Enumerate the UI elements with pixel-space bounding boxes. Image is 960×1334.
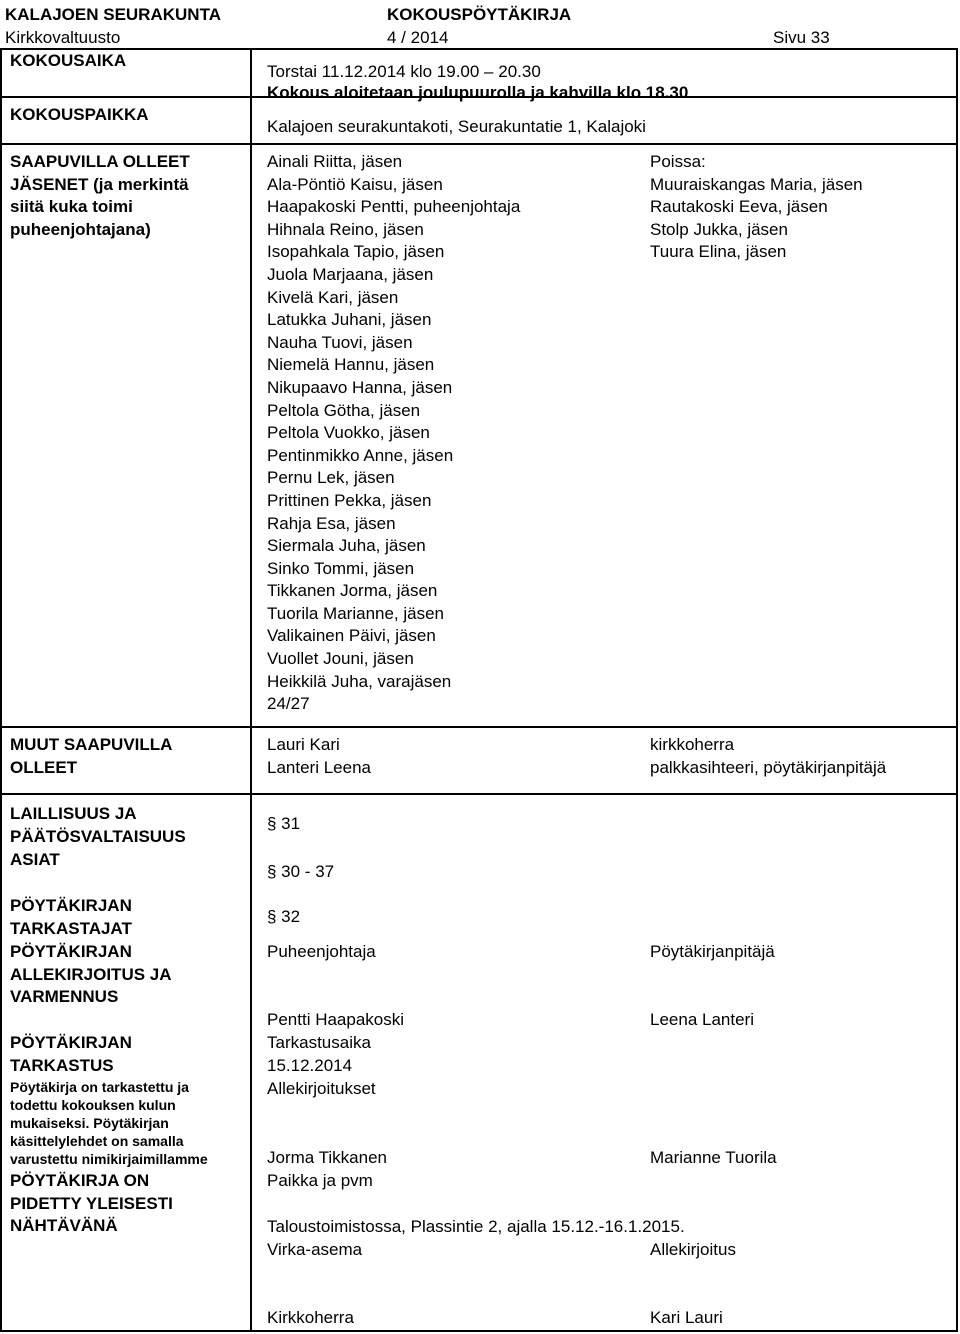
label-line: siitä kuka toimi [10, 197, 133, 217]
signing-label [10, 941, 242, 1009]
list-item: Juola Marjaana, jäsen [267, 264, 434, 284]
label-line: TARKASTUS [10, 1055, 114, 1075]
label-line: puheenjohtajana) [10, 219, 151, 239]
label-line: TARKASTAJAT [10, 918, 132, 938]
secretary-name: Leena Lanteri [650, 1010, 754, 1029]
signer-name: Kari Lauri [650, 1308, 723, 1327]
note-line: Pöytäkirja on tarkastettu ja [10, 1079, 189, 1095]
page-number: Sivu 33 [773, 28, 830, 47]
organization-name: KALAJOEN SEURAKUNTA [5, 5, 221, 24]
list-item: Isopahkala Tapio, jäsen [267, 242, 445, 262]
label-line: ALLEKIRJOITUS JA [10, 964, 172, 984]
signatures-label: Allekirjoitukset [267, 1079, 376, 1098]
list-item: Nikupaavo Hanna, jäsen [267, 377, 453, 397]
inspection-note [10, 1078, 242, 1168]
inspection-time-label: Tarkastusaika [267, 1033, 371, 1052]
absent-label: Poissa: [650, 152, 706, 171]
list-item: Heikkilä Juha, varajäsen [267, 671, 452, 691]
others-roles [650, 734, 886, 779]
label-line: LAILLISUUS JA [10, 804, 137, 823]
list-item: Tuura Elina, jäsen [650, 242, 787, 262]
document-type: KOKOUSPÖYTÄKIRJA [387, 5, 572, 24]
list-item: Sinko Tommi, jäsen [267, 558, 415, 578]
list-item: Lauri Kari [267, 735, 340, 754]
list-item: Muuraiskangas Maria, jäsen [650, 174, 863, 194]
label-line: PÄÄTÖSVALTAISUUS [10, 826, 186, 846]
note-line: mukaiseksi. Pöytäkirjan [10, 1115, 169, 1131]
inspectors-label [10, 895, 242, 940]
matters-label: ASIAT [10, 850, 60, 869]
column-divider [250, 48, 252, 1332]
members-present-label [10, 151, 242, 241]
meeting-time-label: KOKOUSAIKA [10, 51, 127, 70]
meeting-time-note: Kokous aloitetaan joulupuurolla ja kahvilla klo 18.30 [267, 83, 689, 102]
chair-name: Pentti Haapakoski [267, 1010, 405, 1029]
inspector-2-name: Marianne Tuorila [650, 1148, 777, 1167]
list-item: Vuollet Jouni, jäsen [267, 649, 414, 669]
inspectors-value: § 32 [267, 907, 301, 926]
label-line: PÖYTÄKIRJAN [10, 942, 132, 961]
list-item: Kivelä Kari, jäsen [267, 287, 399, 307]
list-item: Hihnala Reino, jäsen [267, 219, 424, 239]
note-line: käsittelylehdet on samalla [10, 1133, 184, 1149]
label-line: VARMENNUS [10, 987, 119, 1007]
list-item: Rahja Esa, jäsen [267, 513, 396, 533]
list-item: Peltola Götha, jäsen [267, 400, 421, 420]
list-item: Ala-Pöntiö Kaisu, jäsen [267, 174, 443, 194]
public-display-label [10, 1170, 242, 1238]
list-item: Rautakoski Eeva, jäsen [650, 197, 828, 217]
legality-value: § 31 [267, 814, 301, 833]
secretary-title: Pöytäkirjanpitäjä [650, 942, 775, 961]
meeting-place-value: Kalajoen seurakuntakoti, Seurakuntatie 1, Kalajoki [267, 117, 646, 136]
legality-label [10, 803, 242, 848]
label-line: PÖYTÄKIRJAN [10, 896, 132, 915]
members-list [267, 151, 520, 716]
list-item: Peltola Vuokko, jäsen [267, 423, 430, 443]
list-item: Ainali Riitta, jäsen [267, 152, 403, 171]
list-item: Haapakoski Pentti, puheenjohtaja [267, 197, 521, 217]
meeting-time-value: Torstai 11.12.2014 klo 19.00 – 20.30 [267, 62, 541, 81]
inspection-label [10, 1032, 242, 1077]
meeting-place-label: KOKOUSPAIKKA [10, 105, 149, 124]
row-divider [0, 143, 958, 145]
label-line: JÄSENET (ja merkintä [10, 174, 189, 194]
absent-list [650, 151, 863, 264]
attendance-count: 24/27 [267, 694, 310, 714]
list-item: Siermala Juha, jäsen [267, 536, 426, 556]
label-line: PÖYTÄKIRJAN [10, 1033, 132, 1052]
list-item: palkkasihteeri, pöytäkirjanpitäjä [650, 757, 887, 777]
place-value: Taloustoimistossa, Plassintie 2, ajalla 15.12.-16.1.2015. [267, 1217, 685, 1236]
note-line: todettu kokouksen kulun [10, 1097, 176, 1113]
list-item: Tikkanen Jorma, jäsen [267, 581, 438, 601]
label-line: PÖYTÄKIRJA ON [10, 1171, 150, 1190]
position-label: Virka-asema [267, 1240, 363, 1259]
list-item: Pentinmikko Anne, jäsen [267, 445, 454, 465]
list-item: Pernu Lek, jäsen [267, 468, 395, 488]
list-item: Nauha Tuovi, jäsen [267, 332, 413, 352]
row-divider [0, 726, 958, 728]
chair-title: Puheenjohtaja [267, 942, 376, 961]
list-item: Niemelä Hannu, jäsen [267, 355, 435, 375]
others-present-label [10, 734, 242, 779]
matters-value: § 30 - 37 [267, 862, 335, 881]
label-line: NÄHTÄVÄNÄ [10, 1216, 118, 1236]
list-item: kirkkoherra [650, 735, 735, 754]
others-names [267, 734, 371, 779]
position-value: Kirkkoherra [267, 1308, 354, 1327]
row-divider [0, 793, 958, 795]
list-item: Valikainen Päivi, jäsen [267, 626, 436, 646]
list-item: Prittinen Pekka, jäsen [267, 490, 432, 510]
governing-body: Kirkkovaltuusto [5, 28, 121, 47]
inspector-1-name: Jorma Tikkanen [267, 1148, 387, 1167]
issue-number: 4 / 2014 [387, 28, 449, 47]
inspection-time-value: 15.12.2014 [267, 1056, 353, 1075]
note-line: varustettu nimikirjaimillamme [10, 1151, 208, 1167]
list-item: Tuorila Marianne, jäsen [267, 603, 445, 623]
place-label: Paikka ja pvm [267, 1171, 373, 1190]
label-line: OLLEET [10, 757, 78, 777]
list-item: Stolp Jukka, jäsen [650, 219, 788, 239]
label-line: MUUT SAAPUVILLA [10, 735, 173, 754]
list-item: Latukka Juhani, jäsen [267, 310, 432, 330]
list-item: Lanteri Leena [267, 757, 371, 777]
signature-label: Allekirjoitus [650, 1240, 736, 1259]
label-line: PIDETTY YLEISESTI [10, 1193, 173, 1213]
label-line: SAAPUVILLA OLLEET [10, 152, 190, 171]
